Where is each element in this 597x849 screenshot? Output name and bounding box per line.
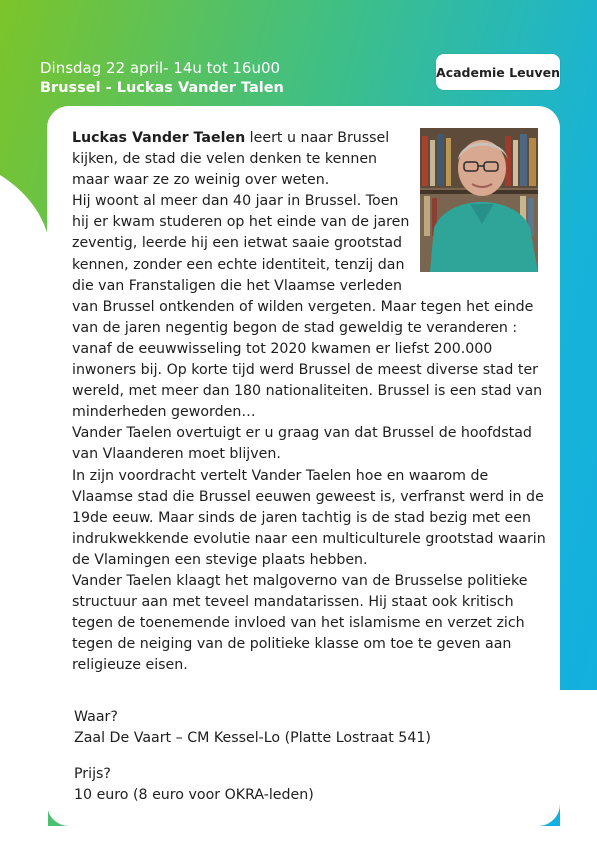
paragraph-lecture: In zijn voordracht vertelt Vander Taelen hoe en waarom de Vlaamse stad die Brussel eeuwen geweest is, verfranst werd in de 19de eeuw. Maar sinds de jaren tachtig is de stad bezig met een indrukwekkende evolutie naar een multiculturele grootstad waarin de Vlamingen een stevige plaats hebben. bbox=[72, 467, 546, 568]
intro-text: leert u naar Brussel kijken, de stad die velen denken te kennen maar waar ze zo weinig over weten. bbox=[72, 130, 390, 189]
paragraph-politics: Vander Taelen klaagt het malgoverno van de Brusselse politieke structuur aan met teveel mandatarissen. Hij staat ook kritisch tegen de toenemende invloed van het islamisme en verzet zich tegen de neiging van de politieke klasse om toe te geven aan religieuze eisen. bbox=[72, 572, 528, 674]
event-title: Brussel - Luckas Vander Talen bbox=[40, 80, 284, 96]
event-date-time: Dinsdag 22 april- 14u tot 16u00 bbox=[40, 59, 281, 77]
speaker-photo bbox=[420, 128, 538, 272]
location-label: Waar? bbox=[74, 709, 118, 725]
paragraph-history: Hij woont al meer dan 40 jaar in Brussel. Toen hij er kwam studeren op het einde van de jaren zeventig, leerde hij een ietwat saaie grootstad kennen, zonder een echte identiteit, tenzij dan die van Franstaligen die het Vlaamse verleden van Brussel ontkenden of wilden vergeten. Maar tegen het einde van de jaren negentig begon de stad geweldig te veranderen : vanaf de eeuwwisseling tot 2020 kwamen er liefst 200.000 inwoners bij. Op korte tijd werd Brussel de meest diverse stad ter wereld, met meer dan 180 nationaliteiten. Brussel is een stad van minderheden geworden… bbox=[72, 193, 543, 421]
price-section bbox=[74, 764, 314, 806]
location-section bbox=[74, 707, 431, 749]
location-value: Zaal De Vaart – CM Kessel-Lo (Platte Lostraat 541) bbox=[74, 730, 431, 746]
academy-badge: Academie Leuven bbox=[436, 54, 560, 90]
event-header bbox=[40, 58, 284, 98]
article-body bbox=[72, 128, 548, 676]
price-value: 10 euro (8 euro voor OKRA-leden) bbox=[74, 787, 314, 803]
price-label: Prijs? bbox=[74, 766, 111, 782]
paragraph-capital: Vander Taelen overtuigt er u graag van dat Brussel de hoofdstad van Vlaanderen moet blijven. bbox=[72, 425, 532, 463]
speaker-name: Luckas Vander Taelen bbox=[72, 130, 246, 146]
